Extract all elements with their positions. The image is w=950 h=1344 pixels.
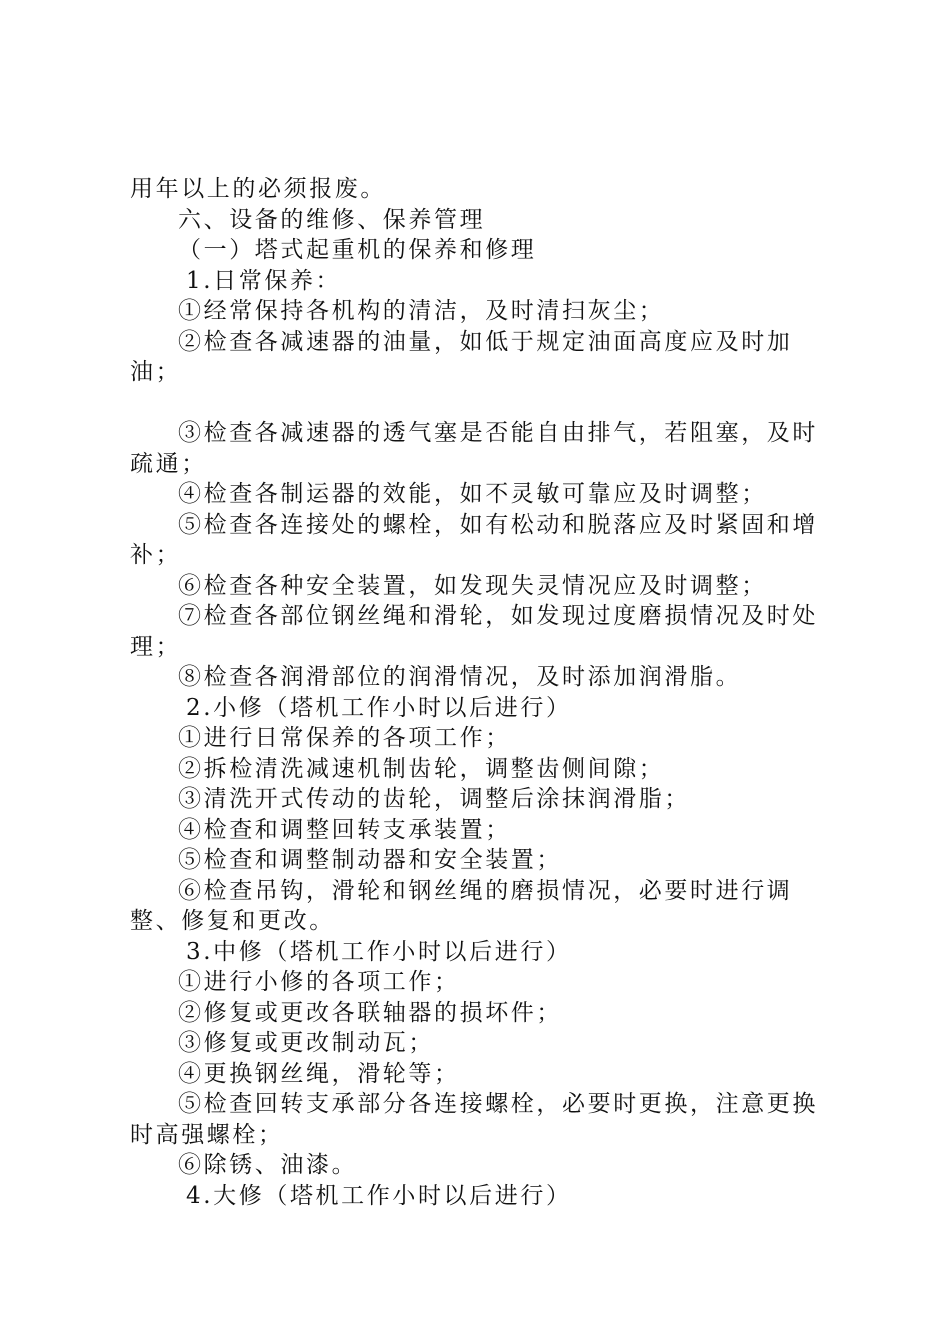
list-item: ③检查各减速器的透气塞是否能自由排气，若阻塞，及时疏通；	[130, 420, 818, 477]
list-item: ⑥除锈、油漆。	[178, 1152, 358, 1178]
section-heading: 六、设备的维修、保养管理	[178, 206, 486, 233]
item-heading-minor-repair: 2.小修（塔机工作小时以后进行）	[186, 694, 572, 721]
item-heading-daily-maintenance: 1.日常保养：	[186, 267, 342, 294]
list-item: ④更换钢丝绳，滑轮等；	[178, 1060, 460, 1087]
list-item: ①经常保持各机构的清洁，及时清扫灰尘；	[178, 298, 665, 324]
list-item: ③修复或更改制动瓦；	[178, 1030, 434, 1056]
list-item: ③清洗开式传动的齿轮，调整后涂抹润滑脂；	[178, 786, 690, 812]
list-item: ②拆检清洗减速机制齿轮，调整齿侧间隙；	[178, 755, 665, 782]
list-item: ⑤检查各连接处的螺栓，如有松动和脱落应及时紧固和增补；	[130, 511, 818, 568]
list-item: ④检查各制运器的效能，如不灵敏可靠应及时调整；	[178, 481, 767, 507]
blank-line	[130, 388, 840, 419]
list-item: ⑥检查各种安全装置，如发现失灵情况应及时调整；	[178, 572, 767, 599]
list-item: ⑤检查回转支承部分各连接螺栓，必要时更换，注意更换时高强螺栓；	[130, 1091, 818, 1148]
document-body	[130, 174, 840, 1211]
subsection-heading: （一）塔式起重机的保养和修理	[178, 237, 537, 263]
paragraph-continuation: 用年以上的必须报废。	[130, 176, 386, 202]
list-item: ①进行日常保养的各项工作；	[178, 725, 511, 751]
list-item: ④检查和调整回转支承装置；	[178, 816, 511, 843]
list-item: ②修复或更改各联轴器的损坏件；	[178, 999, 562, 1026]
list-item: ⑧检查各润滑部位的润滑情况，及时添加润滑脂。	[178, 664, 742, 690]
list-item: ⑥检查吊钩，滑轮和钢丝绳的磨损情况，必要时进行调整、修复和更改。	[130, 877, 793, 934]
item-heading-major-repair: 4.大修（塔机工作小时以后进行）	[186, 1182, 572, 1209]
list-item: ⑤检查和调整制动器和安全装置；	[178, 847, 562, 873]
list-item: ①进行小修的各项工作；	[178, 969, 460, 995]
list-item: ②检查各减速器的油量，如低于规定油面高度应及时加油；	[130, 328, 793, 385]
item-heading-medium-repair: 3.中修（塔机工作小时以后进行）	[186, 938, 572, 965]
list-item: ⑦检查各部位钢丝绳和滑轮，如发现过度磨损情况及时处理；	[130, 603, 818, 660]
